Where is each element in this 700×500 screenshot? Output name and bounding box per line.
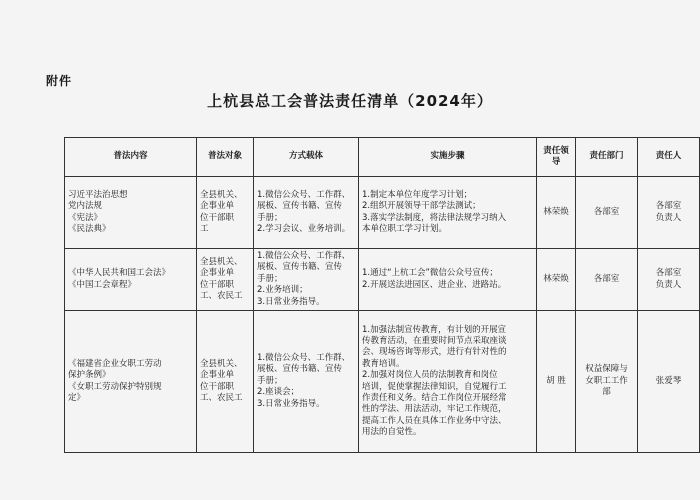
cell-line: 全县机关、	[200, 256, 243, 267]
cell-target	[197, 177, 254, 249]
cell-line: 2.座谈会；	[257, 387, 300, 398]
header-content: 普法内容	[65, 138, 197, 177]
cell-line: 女职工工作	[585, 375, 628, 386]
header-leader: 责任领导	[537, 138, 576, 177]
cell-line: 工	[200, 223, 209, 234]
cell-line: 3.日常业务指导。	[257, 296, 325, 307]
cell-carrier	[254, 311, 359, 453]
cell-line: 传教育活动，在重要时间节点采取座谈	[362, 335, 507, 346]
cell-line: 1.微信公众号、工作群、	[257, 251, 351, 261]
cell-line: 3.落实学法制度，将法律法规学习纳入	[362, 212, 507, 223]
attachment-label: 附件	[46, 74, 73, 88]
cell-line: 2.开展送法进园区、进企业、进路站。	[362, 279, 507, 290]
cell-content	[65, 249, 197, 311]
cell-line: 2.学习会议、业务培训。	[257, 223, 351, 234]
cell-line: 《福建省企业女职工劳动	[68, 358, 162, 369]
cell-line: 张爱琴	[655, 375, 682, 386]
cell-line: 保护条例》	[68, 370, 111, 381]
header-carrier: 方式载体	[254, 138, 359, 177]
cell-line: 位干部职	[200, 381, 235, 392]
cell-line: 展板、宣传书籍、宣传	[257, 201, 343, 212]
cell-line: 2.加强对岗位人员的法制教育和岗位	[362, 370, 498, 381]
cell-line: 各部室	[593, 206, 620, 217]
cell-line: 2.组织开展领导干部学法测试；	[362, 201, 481, 212]
cell-line: 全县机关、	[200, 358, 243, 369]
cell-line: 企事业单	[200, 370, 235, 381]
cell-line: 负责人	[655, 212, 682, 223]
cell-line: 展板、宣传书籍、宣传	[257, 364, 343, 375]
cell-steps	[359, 177, 537, 249]
cell-line: 权益保障与	[585, 364, 628, 375]
cell-dept	[576, 311, 638, 453]
cell-line: 位干部职	[200, 212, 235, 223]
header-person: 责任人	[638, 138, 700, 177]
cell-carrier	[254, 177, 359, 249]
table-row	[65, 249, 700, 311]
cell-leader	[537, 249, 576, 311]
cell-target	[197, 311, 254, 453]
cell-line: 手册；	[257, 375, 283, 386]
cell-line: 教育培训。	[362, 358, 405, 369]
header-steps: 实施步骤	[359, 138, 537, 177]
cell-leader	[537, 311, 576, 453]
cell-line: 1.微信公众号、工作群、	[257, 189, 351, 200]
cell-line: 会、现场咨询等形式，进行有针对性的	[362, 347, 507, 358]
cell-carrier	[254, 249, 359, 311]
table-row	[65, 311, 700, 453]
cell-dept	[576, 177, 638, 249]
cell-line: 《民法典》	[68, 223, 111, 234]
cell-line: 全县机关、	[200, 189, 243, 200]
cell-line: 1.通过“上杭工会”微信公众号宣传；	[362, 268, 498, 279]
cell-line: 培训，促使掌握法律知识，自觉履行工	[362, 381, 507, 392]
cell-line: 胡 胜	[546, 375, 566, 386]
cell-line: 工、农民工	[200, 290, 243, 301]
cell-line: 《宪法》	[68, 212, 103, 223]
cell-line: 各部室	[655, 268, 682, 279]
cell-line: 党内法规	[68, 201, 103, 212]
cell-line: 1.加强法制宣传教育，有计划的开展宣	[362, 324, 507, 335]
cell-line: 《中华人民共和国工会法》	[68, 268, 171, 279]
cell-line: 《女职工劳动保护特别规	[68, 381, 162, 392]
cell-line: 《中国工会章程》	[68, 279, 137, 290]
page-title: 上杭县总工会普法责任清单（2024年）	[207, 92, 493, 110]
cell-line: 1.微信公众号、工作群、	[257, 353, 351, 364]
table-header-row	[65, 138, 700, 177]
header-dept: 责任部门	[576, 138, 638, 177]
cell-line: 本单位职工学习计划。	[362, 223, 448, 234]
cell-dept	[576, 249, 638, 311]
cell-line: 部	[602, 387, 611, 398]
cell-line: 各部室	[655, 201, 682, 212]
responsibility-table	[64, 137, 700, 453]
cell-person	[638, 311, 700, 453]
cell-line: 工、农民工	[200, 392, 243, 403]
cell-line: 负责人	[655, 279, 682, 290]
cell-target	[197, 249, 254, 311]
cell-person	[638, 249, 700, 311]
cell-line: 2.业务培训；	[257, 285, 308, 296]
cell-line: 手册；	[257, 212, 283, 223]
cell-line: 作责任和义务。结合工作岗位开展经常	[362, 392, 507, 403]
cell-line: 企事业单	[200, 268, 235, 279]
cell-line: 提高工作人员在具体工作业务中守法、	[362, 415, 507, 426]
cell-leader	[537, 177, 576, 249]
cell-line: 定》	[68, 392, 86, 403]
cell-person	[638, 177, 700, 249]
cell-line: 林荣焕	[543, 206, 569, 217]
cell-content	[65, 311, 197, 453]
cell-line: 企事业单	[200, 201, 235, 212]
cell-steps	[359, 249, 537, 311]
cell-content	[65, 177, 197, 249]
cell-line: 手册；	[257, 273, 283, 284]
cell-line: 习近平法治思想	[68, 189, 128, 200]
header-target: 普法对象	[197, 138, 254, 177]
cell-steps	[359, 311, 537, 453]
cell-line: 3.日常业务指导。	[257, 398, 325, 409]
cell-line: 性的学法、用法活动，牢记工作规范，	[362, 404, 507, 415]
cell-line: 林荣焕	[543, 273, 569, 284]
cell-line: 位干部职	[200, 279, 235, 290]
cell-line: 用法的自觉性。	[362, 427, 422, 438]
cell-line: 各部室	[593, 273, 620, 284]
table-row	[65, 177, 700, 249]
cell-line: 1.制定本单位年度学习计划；	[362, 189, 473, 200]
cell-line: 展板、宣传书籍、宣传	[257, 262, 343, 273]
